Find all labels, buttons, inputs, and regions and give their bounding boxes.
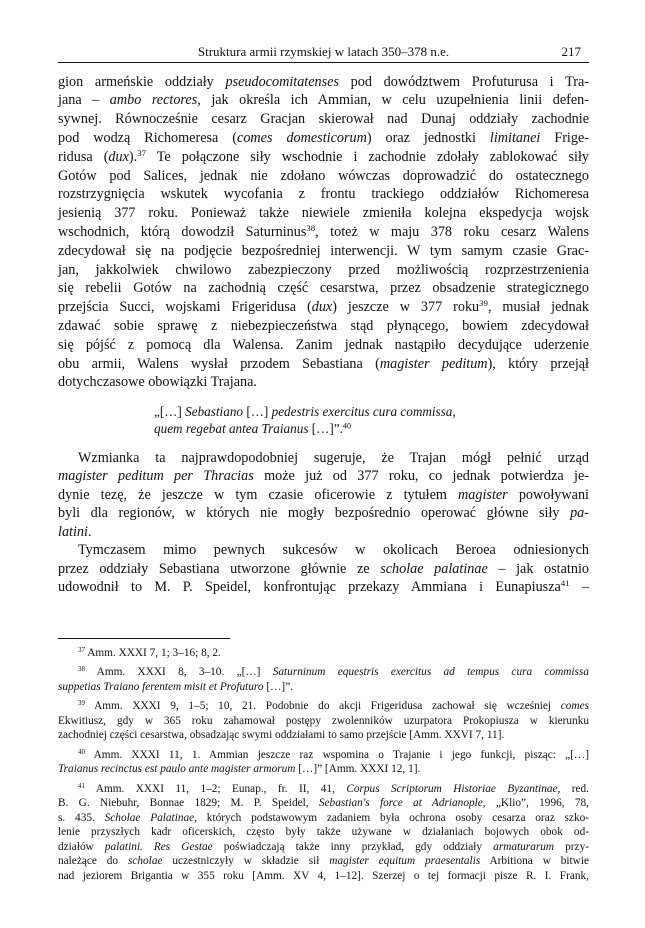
text-line xyxy=(58,298,589,317)
text-run: Tymczasem mimo pewnych sukcesów w okolicach Beroea odniesionych xyxy=(78,542,589,559)
text-run: pseudocomitatenses xyxy=(225,73,339,90)
text-line xyxy=(154,403,456,420)
text-line xyxy=(78,782,589,797)
text-run: Gotów pod Salices, jednak nie zdołano wówczas doprowadzić do ostatecznego xyxy=(58,167,589,184)
text-line xyxy=(154,420,351,437)
footnote-number: 37 xyxy=(78,645,85,654)
text-run: […]”. xyxy=(308,420,343,436)
text-line xyxy=(78,541,589,560)
text-run: Amm. XXXI 7, 1; 3–16; 8, 2. xyxy=(85,646,221,659)
text-run: pa- xyxy=(570,505,589,522)
text-run: pod wodzą Richomeresa ( xyxy=(58,130,238,146)
text-run: Te połączone siły wschodnie i zachodnie zdołały zablokować siły xyxy=(146,148,589,165)
text-run: palatini. Res Gestae xyxy=(104,840,213,853)
footnote-reference: 39 xyxy=(479,298,488,309)
text-run: zdawać sobie sprawę z niebezpieczeństwa stąd płynącego, bowiem zdecydował xyxy=(58,318,589,334)
text-run: magister xyxy=(458,486,508,503)
text-run: się pójść z pomocą dla Walensa. Zanim jednak nastąpiło decydujące uderzenie xyxy=(58,336,589,353)
text-run: zachodniej części cesarstwa, obsadzając swymi oddziałami to samo przejście [Amm. XXVI 7, 11]. xyxy=(58,729,505,742)
text-line xyxy=(58,811,589,826)
text-line xyxy=(58,578,589,597)
text-line xyxy=(58,110,589,129)
text-run: przy- xyxy=(554,840,589,853)
footnote-number: 38 xyxy=(78,665,85,674)
text-run: Amm. XXXI 11, 1. Ammian jeszcze raz wspomina o Trajanie i jego funkcji, pisząc: „[…] xyxy=(85,748,589,761)
text-run: rozstrzygnięcia wskutek wycofania z frontu trackiego oddziałów Richomeresa xyxy=(58,186,589,203)
text-run: Amm. XXXI 9, 1–5; 10, 21. Podobnie do akcji Frigeridusa zachował się wcześniej xyxy=(85,700,561,713)
text-run: zdecydował się na podjęcie bezpośredniej interwencji. W tym samym czasie Grac- xyxy=(58,242,589,259)
text-run: Scholae Palatinae xyxy=(104,811,195,824)
text-run: dux xyxy=(108,148,129,165)
text-line xyxy=(58,129,589,148)
text-line xyxy=(58,467,589,486)
text-run: przejścia Succi, wojskami Frigeridusa ( xyxy=(58,299,312,316)
text-run: , jak określa ich Ammian, w celu uzupełnienia linii defen- xyxy=(197,92,589,109)
text-run: się rebelii Gotów na zachodnią część cesarstwa, przez obsadzenie strategicznego xyxy=(58,280,589,297)
text-line xyxy=(58,869,589,884)
text-run: jan, jakkolwiek chwilowo zabezpieczony przed możliwością rozprzestrzenienia xyxy=(58,261,589,278)
text-run: pedestris exercitus cura commissa, xyxy=(271,403,456,419)
text-line xyxy=(58,242,589,261)
text-run: Traianus recinctus est paulo ante magister armorum xyxy=(58,763,296,776)
text-run: pod dowództwem Profuturusa i Tra- xyxy=(338,73,589,90)
text-run: […] xyxy=(243,403,272,419)
text-run: […]”. xyxy=(263,680,294,693)
text-run: byli dla regionów, w których nie mogły bezpośrednio operować główne siły xyxy=(58,505,571,522)
text-run: Saturninum equestris exercitus ad tempus cura commissa xyxy=(272,666,589,679)
text-run: uczestniczyły w składzie sił xyxy=(162,855,330,868)
text-run: , toteż w maju 378 roku cesarz Walens xyxy=(315,224,589,240)
text-line xyxy=(78,449,589,468)
footnote-number: 39 xyxy=(78,699,85,708)
text-run: , red. xyxy=(557,782,589,795)
text-run: latini xyxy=(58,523,88,540)
text-run: Corpus Scriptorum Historiae Byzantinae xyxy=(346,782,558,795)
text-run: Arbitiona w bitwie xyxy=(480,855,589,868)
text-line xyxy=(58,223,589,242)
running-header-title: Struktura armii rzymskiej w latach 350–378 n.e. xyxy=(197,44,450,59)
text-run: udowodnił to M. P. Speidel, konfrontując przekazy Ammiana i Eunapiusza xyxy=(58,579,561,596)
text-run: gion armeńskie oddziały xyxy=(58,73,226,90)
text-run: Wzmianka ta najprawdopodobniej sugeruje, że Trajan mógł pełnić urząd xyxy=(78,449,589,466)
text-run: przez oddziały Sebastiana utworzone głównie ze xyxy=(58,560,381,577)
text-run: lenie przyszłych kadr oficerskich, często były także używane w działaniach bojowych obok od- xyxy=(58,826,589,839)
footnote-separator xyxy=(58,638,230,639)
text-run: ) jeszcze w 377 roku xyxy=(332,299,480,316)
text-line xyxy=(58,317,589,336)
text-run: Amm. XXXI 8, 3–10. „[…] xyxy=(85,666,273,679)
footnote-reference: 41 xyxy=(560,578,570,589)
text-run: – xyxy=(569,579,589,596)
text-run: jesienią 377 roku. Ponieważ także niewiele zmieniła kolejna ekspedycja wojsk xyxy=(58,205,589,222)
text-line xyxy=(78,646,221,661)
text-line xyxy=(58,840,589,855)
text-run: ). xyxy=(128,148,138,165)
text-line xyxy=(58,148,589,167)
text-run: s. 435. xyxy=(58,811,105,824)
header-rule xyxy=(58,62,589,63)
text-line xyxy=(58,825,589,840)
text-run: armaturarum xyxy=(493,840,555,853)
text-run: dynie tezę, że jeszcze w tym czasie oficerowie z tytułem xyxy=(58,486,459,503)
text-run: jana – xyxy=(58,92,110,109)
text-run: poświadczają także inny przykład, gdy oddziały xyxy=(212,840,494,853)
text-run: , których podstawowym zadaniem była ochrona osoby cesarza oraz szko- xyxy=(194,811,590,824)
text-line xyxy=(58,560,589,579)
text-run: nad jeziorem Brigantia w 355 roku [Amm. XV 4, 1–12]. Szerzej o tej formacji pisze R. I. Frank, xyxy=(58,869,589,882)
text-line xyxy=(58,714,589,729)
text-run: scholae xyxy=(127,855,163,868)
text-run: Frige- xyxy=(540,130,589,146)
footnote-number: 40 xyxy=(78,747,85,756)
footnote-number: 41 xyxy=(78,781,85,790)
running-header xyxy=(58,43,589,61)
text-line xyxy=(58,680,293,695)
text-run: Sebastian's force at Adrianople xyxy=(318,797,483,810)
text-run: , „Klio”, 1996, 78, xyxy=(482,797,590,810)
text-run: magister equitum praesentalis xyxy=(329,855,481,868)
text-run: magister peditum per Thracias xyxy=(58,468,254,485)
text-run: obu armii, Walens wysłał przodem Sebastiana ( xyxy=(58,355,380,372)
text-line xyxy=(58,261,589,280)
text-run: powoływani xyxy=(507,486,589,503)
text-run: B. G. Niebuhr, Bonnae 1829; M. P. Speidel, xyxy=(58,797,319,810)
text-run: „[…] xyxy=(154,403,186,419)
text-line xyxy=(58,73,589,92)
text-line xyxy=(58,854,589,869)
text-run: quem regebat antea Traianus xyxy=(154,420,309,436)
text-line xyxy=(58,336,589,355)
text-line xyxy=(58,796,589,811)
text-run: dux xyxy=(311,299,333,316)
text-run: comes domesticorum xyxy=(237,130,367,146)
text-line xyxy=(58,373,257,392)
text-line xyxy=(78,748,589,763)
text-line xyxy=(58,523,92,542)
text-line xyxy=(58,762,420,777)
text-run: , musiał jednak xyxy=(487,299,589,316)
footnote-reference: 38 xyxy=(306,223,316,234)
text-run: suppetias Traiano ferentem misit et Profuturo xyxy=(58,680,264,693)
text-run: magister peditum xyxy=(379,355,488,372)
text-run: ambo rectores xyxy=(109,92,198,109)
text-run: należące do xyxy=(58,855,128,868)
text-line xyxy=(78,665,589,680)
text-line xyxy=(58,185,589,204)
text-line xyxy=(58,91,589,110)
text-line xyxy=(58,204,589,223)
text-line xyxy=(58,486,589,505)
text-run: scholae palatinae xyxy=(380,560,488,577)
text-run: Ekwitiusz, gdy w 365 roku zahamował postępy zwolenników uzurpatora Prokopiusza w kierunku xyxy=(58,714,589,727)
text-run: wschodnich, którą dowodził Saturninus xyxy=(58,224,307,240)
text-line xyxy=(58,504,589,523)
text-run: . xyxy=(87,523,92,540)
text-run: może już od 377 roku, co jednak potwierdza je- xyxy=(253,468,589,485)
text-run: limitanei xyxy=(489,130,541,146)
text-run: comes xyxy=(560,700,589,713)
text-run: dotychczasowe obowiązki Trajana. xyxy=(58,374,257,391)
text-run: działów xyxy=(58,840,105,853)
text-run: ), który przejął xyxy=(487,355,589,372)
text-run: ) oraz jednostki xyxy=(366,130,490,146)
page-number: 217 xyxy=(561,44,581,59)
text-line xyxy=(58,355,589,374)
text-line xyxy=(78,699,589,714)
text-run: – jak ostatnio xyxy=(487,560,589,577)
text-run: ridusa ( xyxy=(58,148,109,165)
text-run: Sebastiano xyxy=(185,403,244,419)
footnote-reference: 40 xyxy=(342,421,352,430)
text-run: […]” [Amm. XXXI 12, 1]. xyxy=(295,763,421,776)
text-line xyxy=(58,728,504,743)
footnote-reference: 37 xyxy=(137,147,146,158)
text-line xyxy=(58,279,589,298)
text-run: sywnej. Równocześnie cesarz Gracjan skierował nad Dunaj oddziały zachodnie xyxy=(58,111,589,128)
text-run: Amm. XXXI 11, 1–2; Eunap., fr. II, 41, xyxy=(85,782,347,795)
text-line xyxy=(58,167,589,186)
